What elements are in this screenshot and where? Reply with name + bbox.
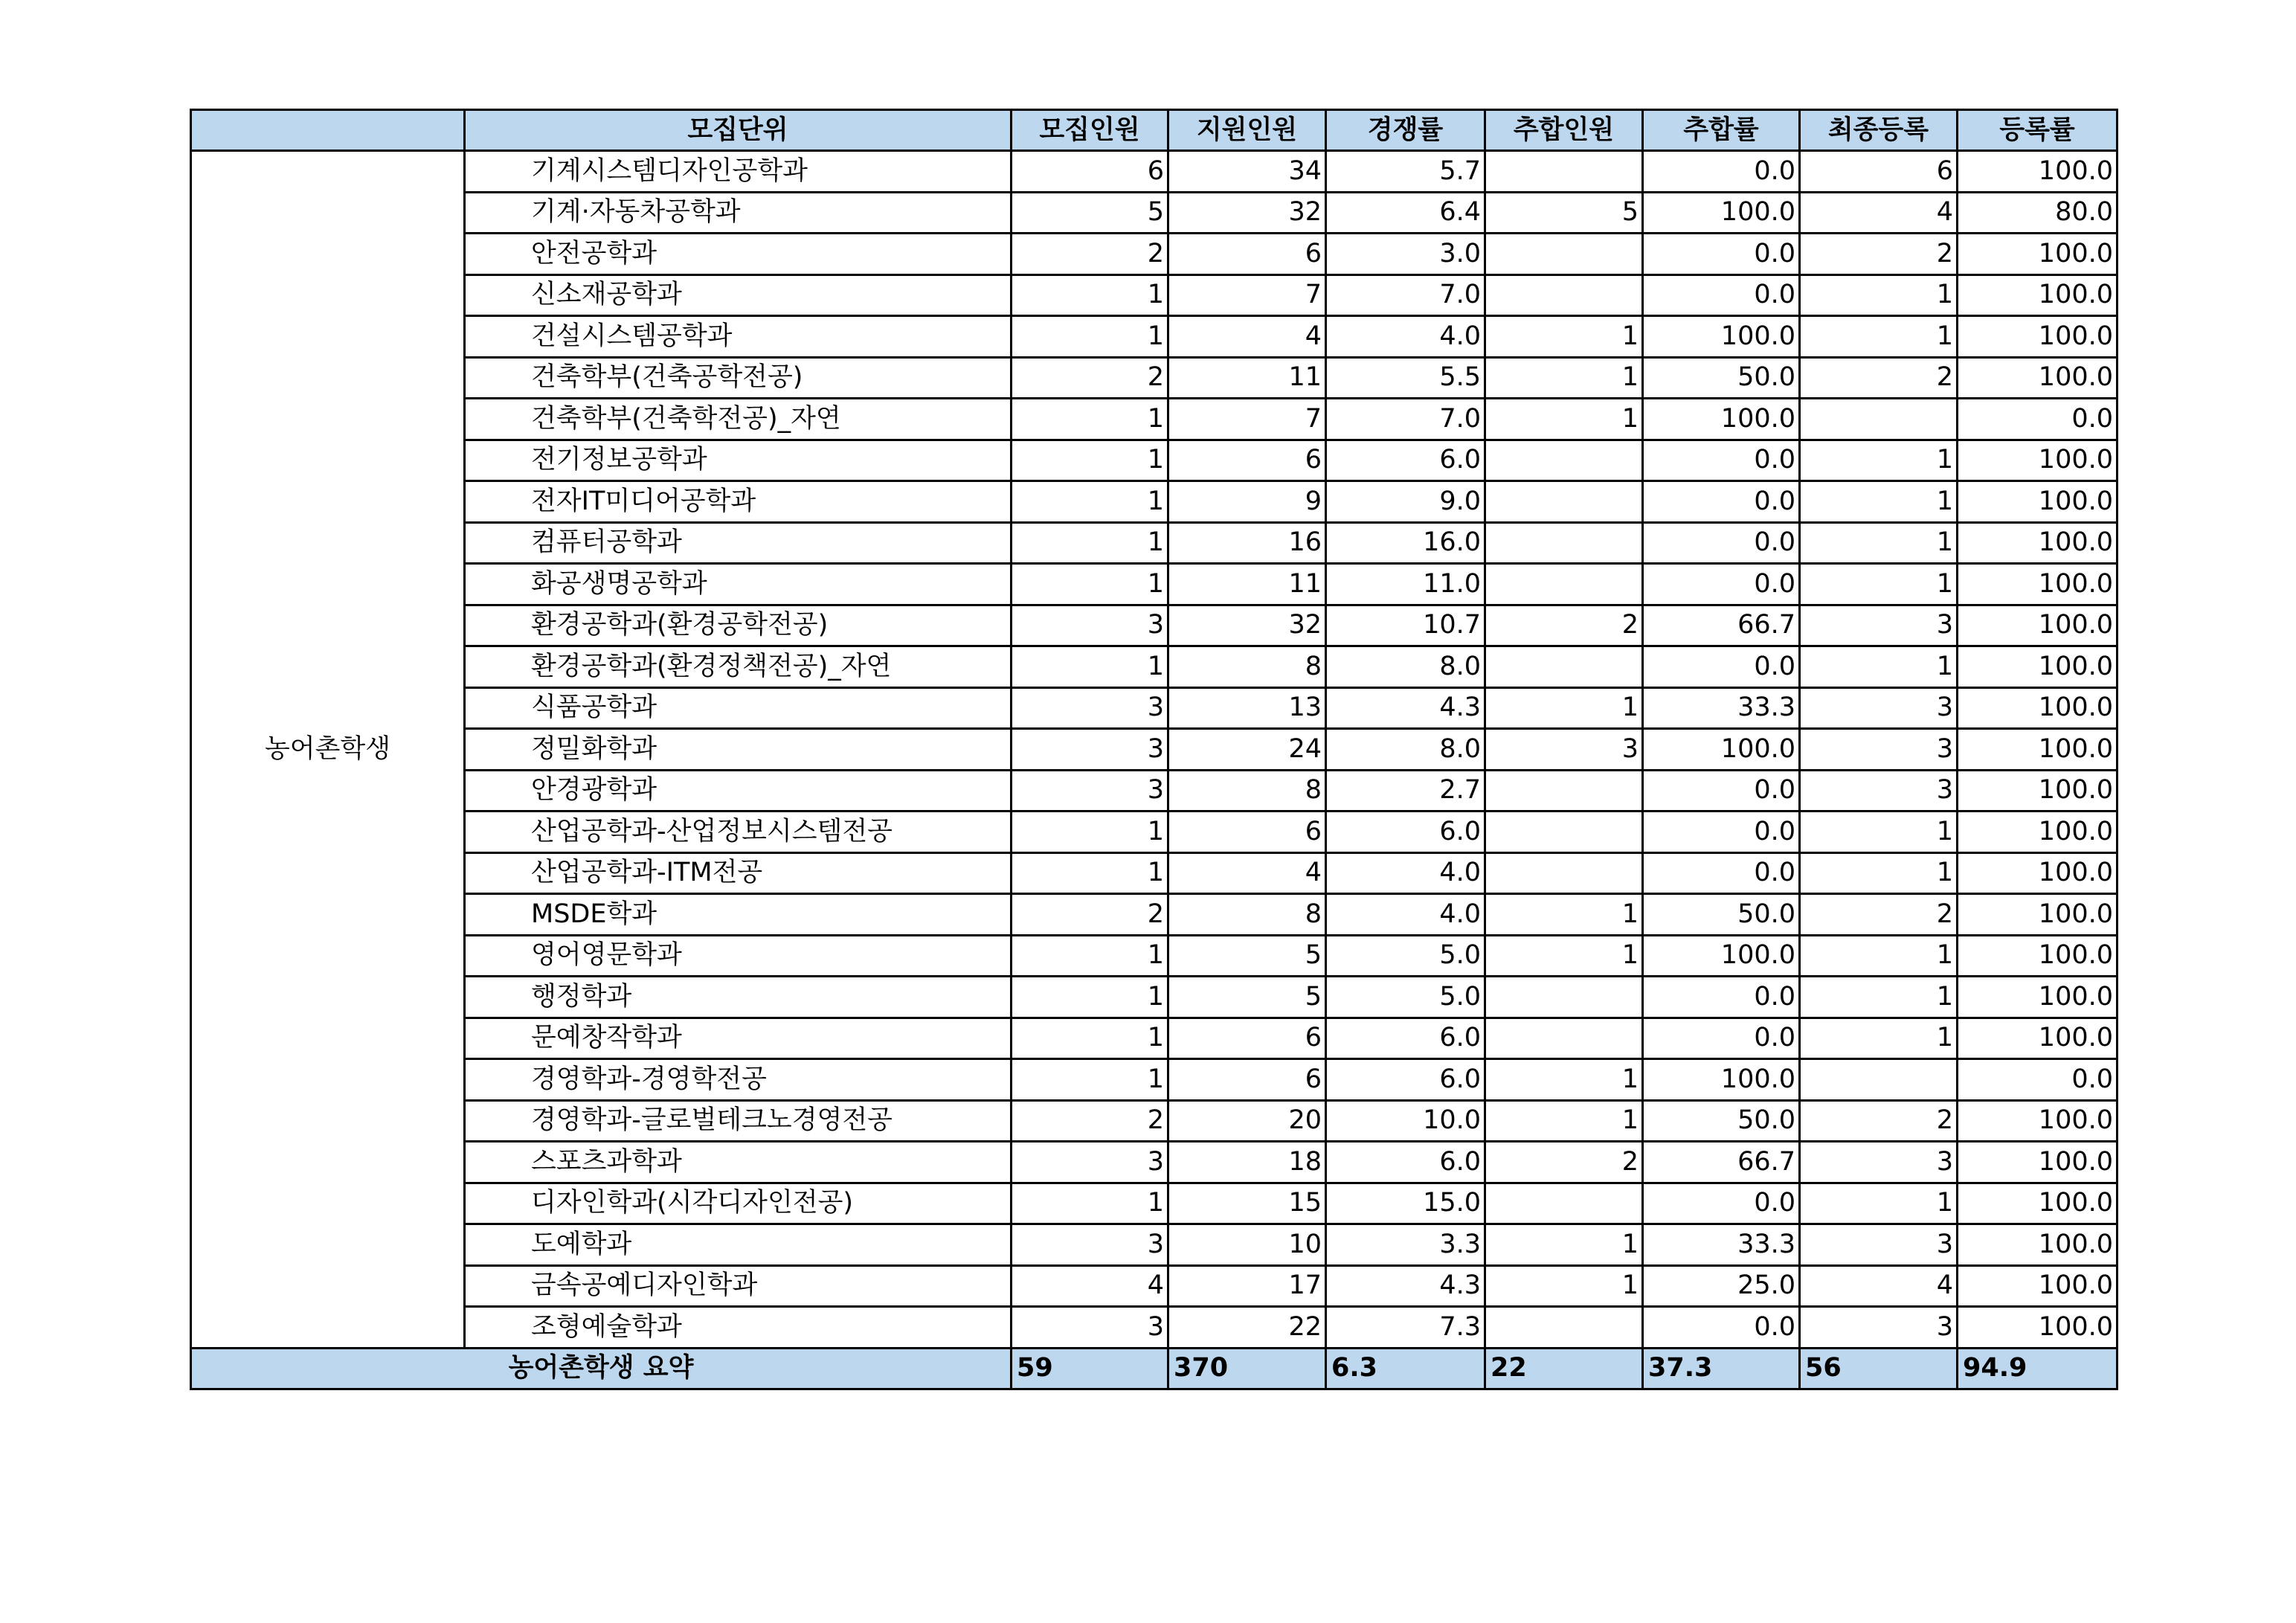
applicants-cell: 5: [1168, 977, 1326, 1018]
registration-rate-cell: 100.0: [1958, 440, 2117, 481]
final-registered-cell: 1: [1800, 646, 1958, 688]
final-registered-cell: 3: [1800, 1142, 1958, 1183]
unit-name-cell: 기계시스템디자인공학과: [465, 151, 1012, 193]
final-registered-cell: 2: [1800, 1100, 1958, 1142]
applicants-cell: 6: [1168, 234, 1326, 275]
final-registered-cell: 1: [1800, 812, 1958, 853]
additional-admits-cell: 1: [1485, 1059, 1643, 1101]
applicants-cell: 11: [1168, 357, 1326, 399]
final-registered-cell: [1800, 399, 1958, 440]
competition-rate-cell: 6.0: [1326, 812, 1485, 853]
quota-cell: 6: [1012, 151, 1168, 193]
unit-name-cell: 화공생명공학과: [465, 564, 1012, 605]
final-registered-cell: 3: [1800, 729, 1958, 771]
table-row: [191, 481, 2117, 523]
quota-cell: 2: [1012, 1100, 1168, 1142]
final-registered-cell: 6: [1800, 151, 1958, 193]
additional-admits-cell: 1: [1485, 357, 1643, 399]
additional-rate-cell: 0.0: [1643, 234, 1800, 275]
final-registered-cell: 1: [1800, 1018, 1958, 1059]
quota-cell: 5: [1012, 192, 1168, 234]
unit-name-cell: 건설시스템공학과: [465, 316, 1012, 358]
additional-admits-cell: [1485, 234, 1643, 275]
final-registered-cell: 1: [1800, 522, 1958, 564]
summary-row: [191, 1348, 2117, 1389]
quota-cell: 1: [1012, 440, 1168, 481]
quota-cell: 1: [1012, 852, 1168, 894]
additional-admits-cell: [1485, 977, 1643, 1018]
additional-admits-cell: [1485, 1183, 1643, 1224]
summary-additional-admits: 22: [1485, 1348, 1643, 1389]
additional-rate-cell: 0.0: [1643, 564, 1800, 605]
competition-rate-cell: 10.7: [1326, 605, 1485, 646]
table-row: [191, 192, 2117, 234]
table-row: [191, 1059, 2117, 1101]
additional-rate-cell: 50.0: [1643, 894, 1800, 936]
applicants-cell: 8: [1168, 894, 1326, 936]
applicants-cell: 6: [1168, 1018, 1326, 1059]
additional-rate-cell: 33.3: [1643, 687, 1800, 729]
quota-cell: 3: [1012, 1142, 1168, 1183]
quota-cell: 3: [1012, 1307, 1168, 1349]
header-unit: 모집단위: [465, 110, 1012, 151]
unit-name-cell: 산업공학과-ITM전공: [465, 852, 1012, 894]
additional-rate-cell: 100.0: [1643, 935, 1800, 977]
table-row: [191, 357, 2117, 399]
applicants-cell: 6: [1168, 440, 1326, 481]
quota-cell: 3: [1012, 605, 1168, 646]
additional-rate-cell: 100.0: [1643, 192, 1800, 234]
header-competition-rate: 경쟁률: [1326, 110, 1485, 151]
competition-rate-cell: 6.0: [1326, 1059, 1485, 1101]
unit-name-cell: 도예학과: [465, 1224, 1012, 1266]
registration-rate-cell: 100.0: [1958, 481, 2117, 523]
registration-rate-cell: 100.0: [1958, 1183, 2117, 1224]
applicants-cell: 20: [1168, 1100, 1326, 1142]
header-applicants: 지원인원: [1168, 110, 1326, 151]
summary-quota: 59: [1012, 1348, 1168, 1389]
registration-rate-cell: 100.0: [1958, 852, 2117, 894]
unit-name-cell: MSDE학과: [465, 894, 1012, 936]
additional-admits-cell: [1485, 522, 1643, 564]
table-row: [191, 440, 2117, 481]
quota-cell: 1: [1012, 935, 1168, 977]
additional-rate-cell: 100.0: [1643, 1059, 1800, 1101]
table-row: [191, 852, 2117, 894]
additional-rate-cell: 100.0: [1643, 399, 1800, 440]
competition-rate-cell: 4.3: [1326, 687, 1485, 729]
final-registered-cell: 1: [1800, 316, 1958, 358]
header-additional-rate: 추합률: [1643, 110, 1800, 151]
applicants-cell: 10: [1168, 1224, 1326, 1266]
competition-rate-cell: 10.0: [1326, 1100, 1485, 1142]
registration-rate-cell: 100.0: [1958, 770, 2117, 812]
quota-cell: 1: [1012, 481, 1168, 523]
applicants-cell: 4: [1168, 852, 1326, 894]
competition-rate-cell: 9.0: [1326, 481, 1485, 523]
additional-admits-cell: 1: [1485, 1100, 1643, 1142]
additional-rate-cell: 0.0: [1643, 440, 1800, 481]
final-registered-cell: [1800, 1059, 1958, 1101]
table-row: [191, 1018, 2117, 1059]
table-row: [191, 1307, 2117, 1349]
unit-name-cell: 컴퓨터공학과: [465, 522, 1012, 564]
registration-rate-cell: 100.0: [1958, 1018, 2117, 1059]
additional-admits-cell: [1485, 646, 1643, 688]
competition-rate-cell: 8.0: [1326, 729, 1485, 771]
additional-admits-cell: [1485, 770, 1643, 812]
summary-label: 농어촌학생 요약: [191, 1348, 1012, 1389]
registration-rate-cell: 100.0: [1958, 1224, 2117, 1266]
additional-rate-cell: 0.0: [1643, 1307, 1800, 1349]
quota-cell: 3: [1012, 1224, 1168, 1266]
final-registered-cell: 1: [1800, 274, 1958, 316]
registration-rate-cell: 80.0: [1958, 192, 2117, 234]
final-registered-cell: 3: [1800, 1224, 1958, 1266]
unit-name-cell: 경영학과-글로벌테크노경영전공: [465, 1100, 1012, 1142]
applicants-cell: 11: [1168, 564, 1326, 605]
final-registered-cell: 2: [1800, 357, 1958, 399]
table-row: [191, 605, 2117, 646]
table-row: [191, 1100, 2117, 1142]
table-row: [191, 564, 2117, 605]
table-row: [191, 729, 2117, 771]
additional-admits-cell: 1: [1485, 935, 1643, 977]
registration-rate-cell: 100.0: [1958, 1142, 2117, 1183]
final-registered-cell: 1: [1800, 935, 1958, 977]
quota-cell: 1: [1012, 274, 1168, 316]
competition-rate-cell: 4.3: [1326, 1265, 1485, 1307]
unit-name-cell: 안경광학과: [465, 770, 1012, 812]
additional-rate-cell: 0.0: [1643, 1183, 1800, 1224]
registration-rate-cell: 100.0: [1958, 522, 2117, 564]
applicants-cell: 16: [1168, 522, 1326, 564]
competition-rate-cell: 3.3: [1326, 1224, 1485, 1266]
registration-rate-cell: 100.0: [1958, 274, 2117, 316]
unit-name-cell: 전자IT미디어공학과: [465, 481, 1012, 523]
unit-name-cell: 문예창작학과: [465, 1018, 1012, 1059]
competition-rate-cell: 4.0: [1326, 316, 1485, 358]
competition-rate-cell: 5.5: [1326, 357, 1485, 399]
table-row: [191, 151, 2117, 193]
additional-rate-cell: 100.0: [1643, 729, 1800, 771]
table-row: [191, 770, 2117, 812]
additional-rate-cell: 66.7: [1643, 1142, 1800, 1183]
table-body: [191, 151, 2117, 1349]
unit-name-cell: 식품공학과: [465, 687, 1012, 729]
registration-rate-cell: 100.0: [1958, 729, 2117, 771]
competition-rate-cell: 6.0: [1326, 1018, 1485, 1059]
competition-rate-cell: 2.7: [1326, 770, 1485, 812]
competition-rate-cell: 8.0: [1326, 646, 1485, 688]
additional-rate-cell: 50.0: [1643, 1100, 1800, 1142]
additional-admits-cell: 2: [1485, 605, 1643, 646]
quota-cell: 1: [1012, 812, 1168, 853]
applicants-cell: 17: [1168, 1265, 1326, 1307]
quota-cell: 1: [1012, 1018, 1168, 1059]
quota-cell: 1: [1012, 316, 1168, 358]
applicants-cell: 15: [1168, 1183, 1326, 1224]
additional-rate-cell: 0.0: [1643, 852, 1800, 894]
applicants-cell: 8: [1168, 770, 1326, 812]
applicants-cell: 8: [1168, 646, 1326, 688]
registration-rate-cell: 100.0: [1958, 812, 2117, 853]
table-row: [191, 646, 2117, 688]
additional-admits-cell: 2: [1485, 1142, 1643, 1183]
registration-rate-cell: 100.0: [1958, 935, 2117, 977]
final-registered-cell: 1: [1800, 1183, 1958, 1224]
admissions-table: [190, 109, 2118, 1390]
quota-cell: 3: [1012, 729, 1168, 771]
table-row: [191, 1224, 2117, 1266]
additional-rate-cell: 25.0: [1643, 1265, 1800, 1307]
applicants-cell: 6: [1168, 1059, 1326, 1101]
unit-name-cell: 행정학과: [465, 977, 1012, 1018]
applicants-cell: 32: [1168, 605, 1326, 646]
unit-name-cell: 조형예술학과: [465, 1307, 1012, 1349]
competition-rate-cell: 15.0: [1326, 1183, 1485, 1224]
additional-rate-cell: 0.0: [1643, 481, 1800, 523]
summary-additional-rate: 37.3: [1643, 1348, 1800, 1389]
quota-cell: 1: [1012, 646, 1168, 688]
unit-name-cell: 건축학부(건축공학전공): [465, 357, 1012, 399]
registration-rate-cell: 100.0: [1958, 234, 2117, 275]
applicants-cell: 4: [1168, 316, 1326, 358]
additional-admits-cell: [1485, 1018, 1643, 1059]
applicants-cell: 7: [1168, 399, 1326, 440]
additional-rate-cell: 0.0: [1643, 770, 1800, 812]
competition-rate-cell: 7.3: [1326, 1307, 1485, 1349]
competition-rate-cell: 11.0: [1326, 564, 1485, 605]
table-row: [191, 522, 2117, 564]
applicants-cell: 5: [1168, 935, 1326, 977]
competition-rate-cell: 7.0: [1326, 274, 1485, 316]
competition-rate-cell: 4.0: [1326, 852, 1485, 894]
unit-name-cell: 정밀화학과: [465, 729, 1012, 771]
final-registered-cell: 1: [1800, 481, 1958, 523]
unit-name-cell: 건축학부(건축학전공)_자연: [465, 399, 1012, 440]
final-registered-cell: 1: [1800, 564, 1958, 605]
competition-rate-cell: 5.0: [1326, 977, 1485, 1018]
additional-admits-cell: [1485, 564, 1643, 605]
quota-cell: 1: [1012, 564, 1168, 605]
registration-rate-cell: 0.0: [1958, 399, 2117, 440]
table-row: [191, 399, 2117, 440]
unit-name-cell: 디자인학과(시각디자인전공): [465, 1183, 1012, 1224]
header-additional-admits: 추합인원: [1485, 110, 1643, 151]
additional-rate-cell: 50.0: [1643, 357, 1800, 399]
competition-rate-cell: 5.7: [1326, 151, 1485, 193]
quota-cell: 1: [1012, 977, 1168, 1018]
final-registered-cell: 3: [1800, 687, 1958, 729]
additional-admits-cell: [1485, 151, 1643, 193]
applicants-cell: 18: [1168, 1142, 1326, 1183]
applicants-cell: 9: [1168, 481, 1326, 523]
summary-applicants: 370: [1168, 1348, 1326, 1389]
additional-rate-cell: 0.0: [1643, 522, 1800, 564]
applicants-cell: 22: [1168, 1307, 1326, 1349]
registration-rate-cell: 100.0: [1958, 1265, 2117, 1307]
registration-rate-cell: 100.0: [1958, 564, 2117, 605]
unit-name-cell: 금속공예디자인학과: [465, 1265, 1012, 1307]
registration-rate-cell: 100.0: [1958, 1100, 2117, 1142]
applicants-cell: 32: [1168, 192, 1326, 234]
registration-rate-cell: 100.0: [1958, 605, 2117, 646]
final-registered-cell: 3: [1800, 770, 1958, 812]
quota-cell: 2: [1012, 234, 1168, 275]
competition-rate-cell: 7.0: [1326, 399, 1485, 440]
final-registered-cell: 1: [1800, 977, 1958, 1018]
additional-rate-cell: 0.0: [1643, 646, 1800, 688]
applicants-cell: 34: [1168, 151, 1326, 193]
unit-name-cell: 기계·자동차공학과: [465, 192, 1012, 234]
unit-name-cell: 영어영문학과: [465, 935, 1012, 977]
competition-rate-cell: 5.0: [1326, 935, 1485, 977]
additional-rate-cell: 0.0: [1643, 812, 1800, 853]
additional-admits-cell: 1: [1485, 399, 1643, 440]
quota-cell: 3: [1012, 770, 1168, 812]
unit-name-cell: 스포츠과학과: [465, 1142, 1012, 1183]
final-registered-cell: 2: [1800, 234, 1958, 275]
applicants-cell: 7: [1168, 274, 1326, 316]
additional-rate-cell: 0.0: [1643, 1018, 1800, 1059]
table-row: [191, 274, 2117, 316]
additional-admits-cell: [1485, 274, 1643, 316]
final-registered-cell: 3: [1800, 605, 1958, 646]
competition-rate-cell: 6.4: [1326, 192, 1485, 234]
table-row: [191, 1183, 2117, 1224]
header-group: [191, 110, 465, 151]
header-quota: 모집인원: [1012, 110, 1168, 151]
additional-admits-cell: 1: [1485, 1265, 1643, 1307]
unit-name-cell: 전기정보공학과: [465, 440, 1012, 481]
table-row: [191, 935, 2117, 977]
additional-rate-cell: 66.7: [1643, 605, 1800, 646]
quota-cell: 1: [1012, 1059, 1168, 1101]
final-registered-cell: 1: [1800, 852, 1958, 894]
final-registered-cell: 4: [1800, 1265, 1958, 1307]
additional-admits-cell: 5: [1485, 192, 1643, 234]
table-row: [191, 234, 2117, 275]
table-row: [191, 812, 2117, 853]
additional-rate-cell: 0.0: [1643, 977, 1800, 1018]
applicants-cell: 24: [1168, 729, 1326, 771]
registration-rate-cell: 100.0: [1958, 977, 2117, 1018]
registration-rate-cell: 100.0: [1958, 357, 2117, 399]
final-registered-cell: 2: [1800, 894, 1958, 936]
additional-rate-cell: 100.0: [1643, 316, 1800, 358]
unit-name-cell: 환경공학과(환경공학전공): [465, 605, 1012, 646]
additional-admits-cell: 3: [1485, 729, 1643, 771]
additional-admits-cell: 1: [1485, 894, 1643, 936]
additional-rate-cell: 33.3: [1643, 1224, 1800, 1266]
unit-name-cell: 신소재공학과: [465, 274, 1012, 316]
additional-admits-cell: 1: [1485, 1224, 1643, 1266]
competition-rate-cell: 4.0: [1326, 894, 1485, 936]
additional-admits-cell: 1: [1485, 316, 1643, 358]
summary-competition-rate: 6.3: [1326, 1348, 1485, 1389]
quota-cell: 1: [1012, 1183, 1168, 1224]
quota-cell: 4: [1012, 1265, 1168, 1307]
registration-rate-cell: 0.0: [1958, 1059, 2117, 1101]
applicants-cell: 6: [1168, 812, 1326, 853]
table-row: [191, 687, 2117, 729]
unit-name-cell: 경영학과-경영학전공: [465, 1059, 1012, 1101]
summary-final-registered: 56: [1800, 1348, 1958, 1389]
summary-registration-rate: 94.9: [1958, 1348, 2117, 1389]
additional-admits-cell: [1485, 1307, 1643, 1349]
registration-rate-cell: 100.0: [1958, 316, 2117, 358]
header-registration-rate: 등록률: [1958, 110, 2117, 151]
applicants-cell: 13: [1168, 687, 1326, 729]
quota-cell: 1: [1012, 399, 1168, 440]
registration-rate-cell: 100.0: [1958, 1307, 2117, 1349]
registration-rate-cell: 100.0: [1958, 687, 2117, 729]
final-registered-cell: 3: [1800, 1307, 1958, 1349]
quota-cell: 3: [1012, 687, 1168, 729]
additional-admits-cell: [1485, 852, 1643, 894]
additional-admits-cell: [1485, 812, 1643, 853]
quota-cell: 2: [1012, 357, 1168, 399]
table-row: [191, 316, 2117, 358]
table-row: [191, 1265, 2117, 1307]
additional-admits-cell: [1485, 481, 1643, 523]
final-registered-cell: 4: [1800, 192, 1958, 234]
group-label: 농어촌학생: [191, 151, 465, 1349]
unit-name-cell: 환경공학과(환경정책전공)_자연: [465, 646, 1012, 688]
unit-name-cell: 안전공학과: [465, 234, 1012, 275]
final-registered-cell: 1: [1800, 440, 1958, 481]
additional-admits-cell: [1485, 440, 1643, 481]
table-row: [191, 1142, 2117, 1183]
additional-rate-cell: 0.0: [1643, 151, 1800, 193]
competition-rate-cell: 16.0: [1326, 522, 1485, 564]
table-row: [191, 894, 2117, 936]
table-row: [191, 977, 2117, 1018]
registration-rate-cell: 100.0: [1958, 151, 2117, 193]
additional-rate-cell: 0.0: [1643, 274, 1800, 316]
competition-rate-cell: 3.0: [1326, 234, 1485, 275]
competition-rate-cell: 6.0: [1326, 1142, 1485, 1183]
unit-name-cell: 산업공학과-산업정보시스템전공: [465, 812, 1012, 853]
header-row: [191, 110, 2117, 151]
additional-admits-cell: 1: [1485, 687, 1643, 729]
quota-cell: 2: [1012, 894, 1168, 936]
registration-rate-cell: 100.0: [1958, 646, 2117, 688]
quota-cell: 1: [1012, 522, 1168, 564]
registration-rate-cell: 100.0: [1958, 894, 2117, 936]
competition-rate-cell: 6.0: [1326, 440, 1485, 481]
header-final-registered: 최종등록: [1800, 110, 1958, 151]
